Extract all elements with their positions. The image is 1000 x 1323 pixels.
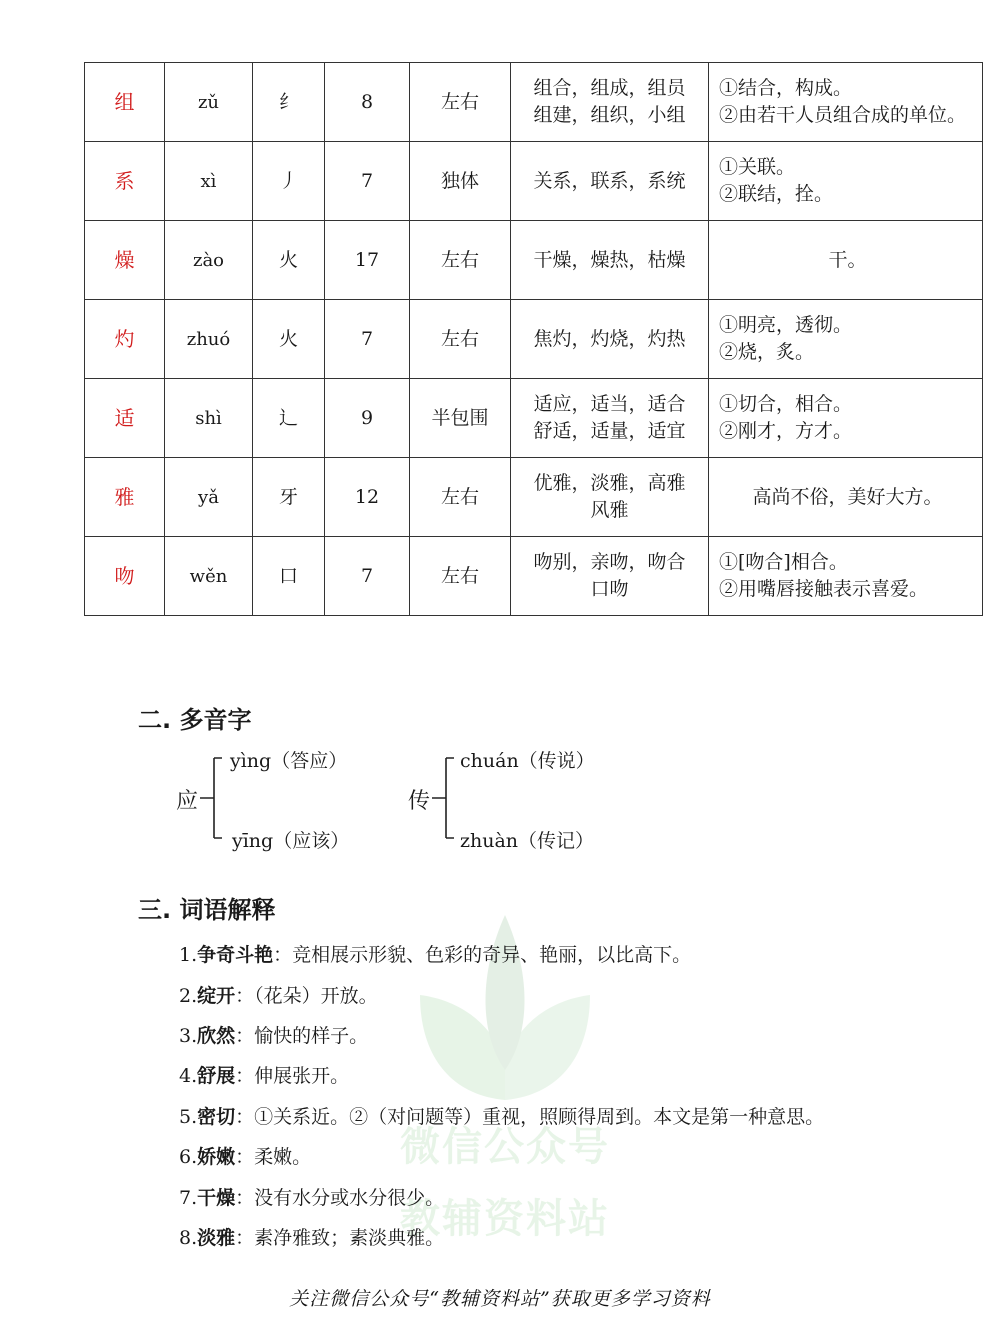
polyphonic-reading: zhuàn（传记） xyxy=(460,830,595,852)
cell-words xyxy=(511,63,709,142)
word-line: 适应，适当，适合 xyxy=(533,393,686,415)
cell-radical: 火 xyxy=(253,221,325,300)
definition-number: 2. xyxy=(179,985,198,1007)
meaning-line: ①关联。 xyxy=(719,156,796,178)
cell-character: 雅 xyxy=(85,458,165,537)
cell-strokes: 8 xyxy=(325,63,410,142)
polyphonic-reading: yìng（答应） xyxy=(230,750,348,772)
cell-character: 燥 xyxy=(85,221,165,300)
cell-meaning xyxy=(709,458,983,537)
definition-text: ：没有水分或水分很少。 xyxy=(235,1187,445,1209)
cell-pinyin: wěn xyxy=(165,537,253,616)
cell-structure: 左右 xyxy=(410,221,511,300)
definition-item xyxy=(179,940,691,967)
definition-number: 7. xyxy=(179,1187,198,1209)
table-row xyxy=(85,458,983,537)
definition-term: 绽开 xyxy=(197,985,236,1007)
definition-term: 干燥 xyxy=(197,1187,236,1209)
cell-structure: 半包围 xyxy=(410,379,511,458)
definition-number: 5. xyxy=(179,1106,198,1128)
section-title-vocabulary: 三. 词语解释 xyxy=(138,896,276,924)
definition-text: ：①关系近。②（对问题等）重视，照顾得周到。本文是第一种意思。 xyxy=(235,1106,825,1128)
cell-strokes: 9 xyxy=(325,379,410,458)
cell-words xyxy=(511,537,709,616)
meaning-line: ②烧，炙。 xyxy=(719,341,815,363)
definition-term: 娇嫩 xyxy=(197,1146,236,1168)
definition-text: ：竞相展示形貌、色彩的奇异、艳丽，以比高下。 xyxy=(273,944,692,966)
definition-text: ：伸展张开。 xyxy=(235,1065,350,1087)
definition-term: 欣然 xyxy=(197,1025,236,1047)
cell-pinyin: shì xyxy=(165,379,253,458)
meaning-line: ②由若干人员组合成的单位。 xyxy=(719,104,967,126)
table-row xyxy=(85,63,983,142)
cell-structure: 左右 xyxy=(410,458,511,537)
definition-term: 淡雅 xyxy=(197,1227,236,1249)
cell-meaning xyxy=(709,221,983,300)
table-row xyxy=(85,537,983,616)
cell-strokes: 7 xyxy=(325,142,410,221)
cell-meaning xyxy=(709,142,983,221)
definition-term: 舒展 xyxy=(197,1065,236,1087)
meaning-line: ②联结，拴。 xyxy=(719,183,834,205)
word-line: 风雅 xyxy=(590,499,629,521)
definition-term: 密切 xyxy=(197,1106,236,1128)
cell-pinyin: yǎ xyxy=(165,458,253,537)
cell-words xyxy=(511,142,709,221)
cell-radical: 丿 xyxy=(253,142,325,221)
cell-radical: 牙 xyxy=(253,458,325,537)
cell-words xyxy=(511,221,709,300)
cell-character: 灼 xyxy=(85,300,165,379)
cell-strokes: 12 xyxy=(325,458,410,537)
cell-radical: 辶 xyxy=(253,379,325,458)
section-title-polyphonic: 二. 多音字 xyxy=(138,706,252,734)
meaning-line: ①[吻合]相合。 xyxy=(719,551,848,573)
definition-number: 3. xyxy=(179,1025,198,1047)
table-row xyxy=(85,142,983,221)
cell-meaning xyxy=(709,379,983,458)
cell-character: 适 xyxy=(85,379,165,458)
word-line: 组合，组成，组员 xyxy=(533,77,686,99)
definition-item xyxy=(179,1102,824,1129)
definition-item xyxy=(179,1021,368,1048)
polyphonic-char: 传 xyxy=(408,789,431,814)
watermark-line-1: 微信公众号 xyxy=(400,1124,610,1170)
cell-strokes: 17 xyxy=(325,221,410,300)
definition-item xyxy=(179,1142,311,1169)
meaning-line: ②用嘴唇接触表示喜爱。 xyxy=(719,578,929,600)
cell-pinyin: zǔ xyxy=(165,63,253,142)
cell-strokes: 7 xyxy=(325,537,410,616)
definition-number: 6. xyxy=(179,1146,198,1168)
meaning-line: 高尚不俗，美好大方。 xyxy=(752,485,943,508)
cell-words xyxy=(511,300,709,379)
meaning-line: 干。 xyxy=(828,248,867,271)
meaning-line: ①切合，相合。 xyxy=(719,393,853,415)
cell-words xyxy=(511,379,709,458)
watermark-line-2: 教辅资料站 xyxy=(400,1196,610,1242)
cell-radical: 火 xyxy=(253,300,325,379)
cell-meaning xyxy=(709,537,983,616)
word-line: 吻别，亲吻，吻合 xyxy=(533,551,686,573)
cell-strokes: 7 xyxy=(325,300,410,379)
meaning-line: ①明亮，透彻。 xyxy=(719,314,853,336)
definition-item xyxy=(179,1183,444,1210)
definition-item xyxy=(179,1223,444,1250)
polyphonic-char: 应 xyxy=(176,789,199,814)
definition-text: ：愉快的样子。 xyxy=(235,1025,369,1047)
polyphonic-group xyxy=(408,740,628,850)
word-line: 舒适，适量，适宜 xyxy=(533,420,686,442)
cell-meaning xyxy=(709,63,983,142)
definition-text: ：素净雅致；素淡典雅。 xyxy=(235,1227,445,1249)
cell-structure: 左右 xyxy=(410,300,511,379)
word-line: 关系，联系，系统 xyxy=(533,169,686,192)
footer-note: 关注微信公众号“教辅资料站”获取更多学习资料 xyxy=(289,1288,711,1310)
definition-number: 1. xyxy=(179,944,198,966)
word-line: 干燥，燥热，枯燥 xyxy=(533,248,686,271)
meaning-line: ②刚才，方才。 xyxy=(719,420,853,442)
word-line: 优雅，淡雅，高雅 xyxy=(533,472,686,494)
polyphonic-reading: yīng（应该） xyxy=(232,830,350,852)
table-row xyxy=(85,379,983,458)
polyphonic-reading: chuán（传说） xyxy=(460,750,595,772)
cell-pinyin: zhuó xyxy=(165,300,253,379)
cell-structure: 左右 xyxy=(410,537,511,616)
table-row xyxy=(85,300,983,379)
cell-character: 吻 xyxy=(85,537,165,616)
definition-number: 4. xyxy=(179,1065,198,1087)
definition-text: ：柔嫩。 xyxy=(235,1146,312,1168)
table-row xyxy=(85,221,983,300)
polyphonic-group xyxy=(176,740,396,850)
cell-structure: 独体 xyxy=(410,142,511,221)
definition-number: 8. xyxy=(179,1227,198,1249)
cell-character: 系 xyxy=(85,142,165,221)
word-line: 口吻 xyxy=(590,578,629,600)
word-line: 焦灼，灼烧，灼热 xyxy=(533,327,686,350)
leaf-logo-icon xyxy=(360,905,650,1105)
cell-radical: 纟 xyxy=(253,63,325,142)
definition-text: ：（花朵）开放。 xyxy=(235,985,378,1007)
character-table xyxy=(84,62,983,616)
cell-words xyxy=(511,458,709,537)
cell-character: 组 xyxy=(85,63,165,142)
word-line: 组建，组织，小组 xyxy=(533,104,686,126)
cell-structure: 左右 xyxy=(410,63,511,142)
cell-pinyin: xì xyxy=(165,142,253,221)
definition-item xyxy=(179,981,378,1008)
definition-item xyxy=(179,1061,349,1088)
cell-radical: 口 xyxy=(253,537,325,616)
meaning-line: ①结合，构成。 xyxy=(719,77,853,99)
definition-term: 争奇斗艳 xyxy=(197,944,274,966)
cell-meaning xyxy=(709,300,983,379)
cell-pinyin: zào xyxy=(165,221,253,300)
